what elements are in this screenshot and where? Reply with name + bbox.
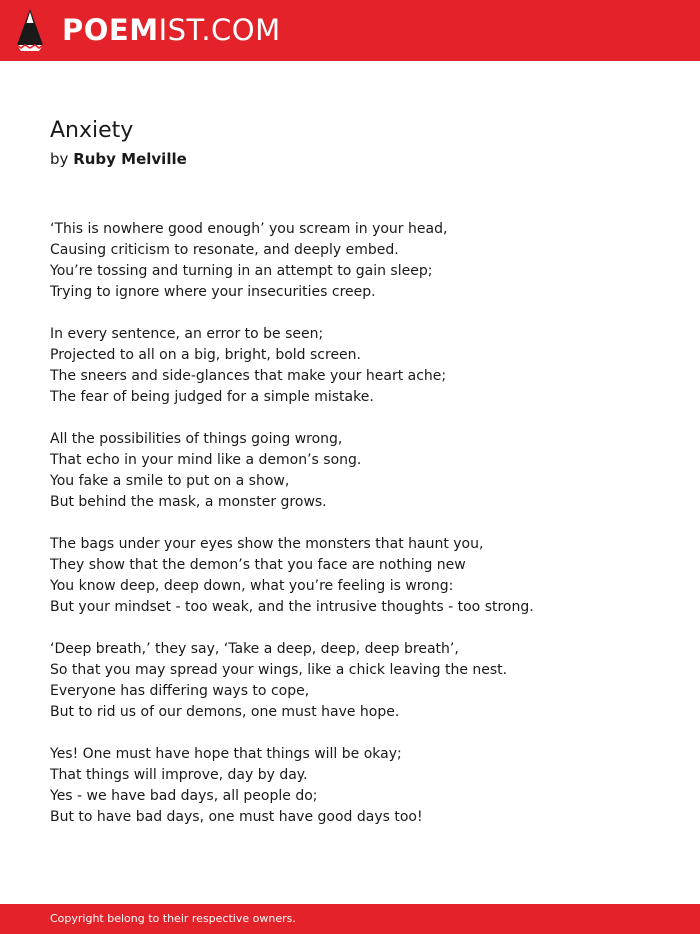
- stanza-4: [50, 534, 670, 618]
- poem-line: In every sentence, an error to be seen;: [50, 326, 324, 342]
- poem-line: But your mindset - too weak, and the intrusive thoughts - too strong.: [50, 599, 534, 615]
- poem-line: Yes! One must have hope that things will be okay;: [50, 746, 402, 762]
- poem-line: They show that the demon’s that you face are nothing new: [50, 557, 466, 573]
- poem-line: Yes - we have bad days, all people do;: [50, 788, 318, 804]
- brand-bold: POEM: [62, 13, 159, 47]
- poem-line: The fear of being judged for a simple mistake.: [50, 389, 374, 405]
- poem-line: You know deep, deep down, what you’re feeling is wrong:: [50, 578, 454, 594]
- poem-line: That things will improve, day by day.: [50, 767, 308, 783]
- stanza-6: [50, 744, 670, 828]
- poem-line: Everyone has differing ways to cope,: [50, 683, 310, 699]
- poem-line: ‘This is nowhere good enough’ you scream in your head,: [50, 221, 448, 237]
- poem-title: Anxiety: [50, 118, 134, 143]
- poem-line: You’re tossing and turning in an attempt to gain sleep;: [50, 263, 433, 279]
- site-header: [0, 0, 700, 61]
- poem-line: So that you may spread your wings, like a chick leaving the nest.: [50, 662, 508, 678]
- brand-light: IST.COM: [158, 13, 281, 47]
- stanza-3: [50, 429, 670, 513]
- site-logo-text[interactable]: [62, 12, 281, 48]
- poem-line: The bags under your eyes show the monsters that haunt you,: [50, 536, 484, 552]
- poem-body: [50, 219, 670, 849]
- stanza-2: [50, 324, 670, 408]
- poem-line: The sneers and side-glances that make your heart ache;: [50, 368, 447, 384]
- poem-line: But behind the mask, a monster grows.: [50, 494, 327, 510]
- poem-line: All the possibilities of things going wrong,: [50, 431, 343, 447]
- poem-line: You fake a smile to put on a show,: [50, 473, 290, 489]
- stanza-1: [50, 219, 670, 303]
- poem-line: Trying to ignore where your insecurities creep.: [50, 284, 376, 300]
- poem-line: Projected to all on a big, bright, bold screen.: [50, 347, 361, 363]
- poem-line: But to rid us of our demons, one must have hope.: [50, 704, 400, 720]
- author-name: Ruby Melville: [73, 150, 187, 168]
- poem-line: ‘Deep breath,’ they say, ‘Take a deep, deep, deep breath’,: [50, 641, 459, 657]
- copyright-notice: Copyright belong to their respective owners.: [50, 912, 296, 925]
- pencil-icon[interactable]: [17, 9, 43, 51]
- poem-line: That echo in your mind like a demon’s song.: [50, 452, 362, 468]
- stanza-5: [50, 639, 670, 723]
- poem-line: But to have bad days, one must have good days too!: [50, 809, 423, 825]
- by-label: by: [50, 150, 69, 168]
- byline: [50, 149, 187, 169]
- poem-line: Causing criticism to resonate, and deeply embed.: [50, 242, 399, 258]
- site-footer: [0, 904, 700, 934]
